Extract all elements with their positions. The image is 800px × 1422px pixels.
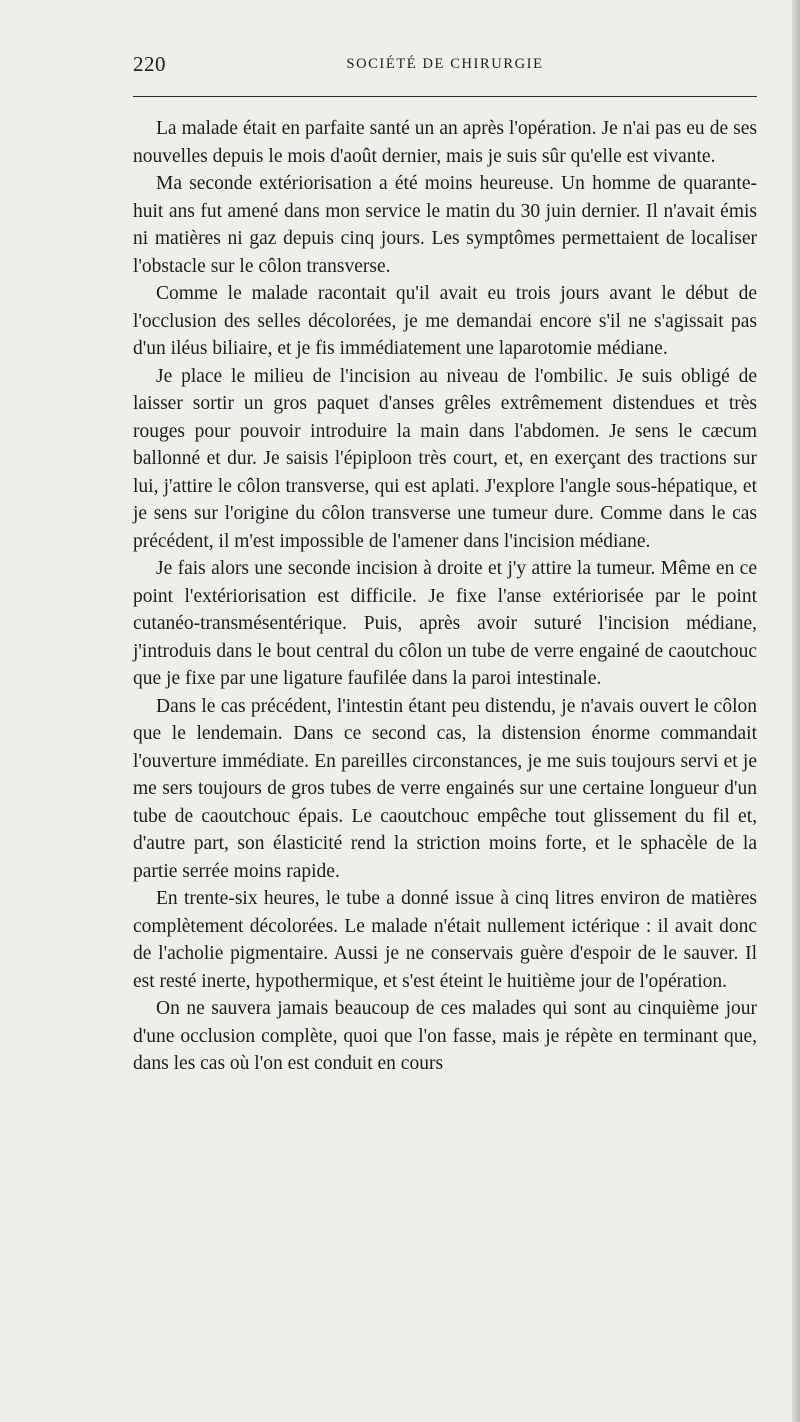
header-rule: [133, 96, 757, 97]
running-title: SOCIÉTÉ DE CHIRURGIE: [346, 56, 544, 72]
body-text: [133, 115, 757, 1078]
paragraph-4: Je place le milieu de l'incision au niveau de l'ombilic. Je suis obligé de laisser sortir un gros paquet d'anses grêles extrêmement distendues et très rouges pour pouvoir introduire la main dans l'abdomen. Je sens le cæcum ballonné et dur. Je saisis l'épiploon très court, et, en exerçant des tractions sur lui, j'attire le côlon transverse, qui est aplati. J'explore l'angle sous-hépatique, et je sens sur l'origine du côlon transverse une tumeur dure. Comme dans le cas précédent, il m'est impossible de l'amener dans l'incision médiane.: [133, 365, 757, 552]
paragraph-7: En trente-six heures, le tube a donné issue à cinq litres environ de matières complètement décolorées. Le malade n'était nullement ictérique : il avait donc de l'acholie pigmentaire. Aussi je ne conservais guère d'espoir de le sauver. Il est resté inerte, hypothermique, et s'est éteint le huitième jour de l'opération.: [133, 888, 757, 992]
paragraph-8: On ne sauvera jamais beaucoup de ces malades qui sont au cinquième jour d'une occlusion complète, quoi que l'on fasse, mais je répète en terminant que, dans les cas où l'on est conduit en cours: [133, 998, 757, 1074]
paragraph-5: Je fais alors une seconde incision à droite et j'y attire la tumeur. Même en ce point l'extériorisation est difficile. Je fixe l'anse extériorisée par le point cutanéo-transmésentérique. Puis, après avoir suturé l'incision médiane, j'introduis dans le bout central du côlon un tube de verre engainé de caoutchouc que je fixe par une ligature faufilée dans la paroi intestinale.: [133, 558, 757, 689]
page-edge-shadow: [792, 0, 800, 1422]
paragraph-6: Dans le cas précédent, l'intestin étant peu distendu, je n'avais ouvert le côlon que le lendemain. Dans ce second cas, la distension énorme commandait l'ouverture immédiate. En pareilles circonstances, je me suis toujours servi et je me sers toujours de gros tubes de verre engainés sur une certaine longueur d'un tube de caoutchouc épais. Le caoutchouc empêche tout glissement du fil et, d'autre part, son élasticité rend la striction moins forte, et le sphacèle de la partie serrée moins rapide.: [133, 695, 757, 882]
paragraph-1: La malade était en parfaite santé un an après l'opération. Je n'ai pas eu de ses nouvelles depuis le mois d'août dernier, mais je suis sûr qu'elle est vivante.: [133, 118, 757, 167]
paragraph-2: Ma seconde extériorisation a été moins heureuse. Un homme de quarante-huit ans fut amené dans mon service le matin du 30 juin dernier. Il n'avait émis ni matières ni gaz depuis cinq jours. Les symptômes permettaient de localiser l'obstacle sur le côlon transverse.: [133, 173, 757, 277]
paragraph-3: Comme le malade racontait qu'il avait eu trois jours avant le début de l'occlusion des selles décolorées, je me demandai encore s'il ne s'agissait pas d'un iléus biliaire, et je fis immédiatement une laparotomie médiane.: [133, 283, 757, 359]
page-number: 220: [133, 52, 166, 76]
page-header: [133, 52, 757, 82]
